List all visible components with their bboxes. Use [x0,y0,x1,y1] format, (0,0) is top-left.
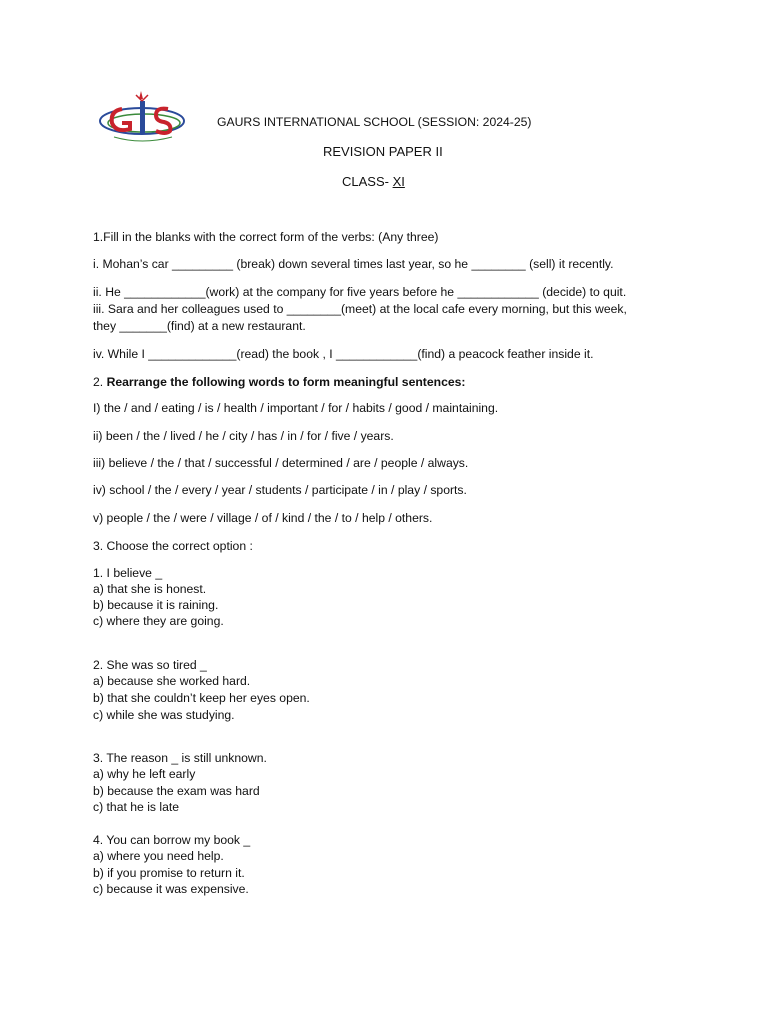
q3-item-3-option-c: c) that he is late [93,800,180,814]
q3-item-1-option-c: c) where they are going. [93,614,224,628]
q3-item-4-option-a: a) where you need help. [93,849,224,863]
class-value: XI [392,174,405,189]
q2-item-ii: ii) been / the / lived / he / city / has / in / for / five / years. [93,429,394,443]
q1-item-i: i. Mohan’s car _________ (break) down several times last year, so he ________ (sell) it recently. [93,257,614,271]
q2-item-i: I) the / and / eating / is / health / important / for / habits / good / maintaining. [93,401,499,415]
q3-item-1-stem: 1. I believe _ [93,566,163,580]
q3-item-4-option-c: c) because it was expensive. [93,882,249,896]
q1-item-iv: iv. While I _____________(read) the book , I ____________(find) a peacock feather inside it. [93,347,594,361]
q2-item-v: v) people / the / were / village / of / kind / the / to / help / others. [93,511,433,525]
q2-heading: Rearrange the following words to form meaningful sentences: [106,375,466,389]
school-logo [92,87,198,143]
q3-item-2-option-c: c) while she was studying. [93,708,235,722]
school-name: GAURS INTERNATIONAL SCHOOL (SESSION: 2024-25) [217,115,532,129]
q2-heading-line [93,374,465,390]
class-prefix: CLASS- [342,174,393,189]
q3-item-2-stem: 2. She was so tired _ [93,658,207,672]
q3-item-2-option-a: a) because she worked hard. [93,674,251,688]
q1-item-ii: ii. He ____________(work) at the company for five years before he ____________ (decide) to quit. [93,285,627,299]
q2-item-iii: iii) believe / the / that / successful / determined / are / people / always. [93,456,469,470]
q1-heading: 1.Fill in the blanks with the correct form of the verbs: (Any three) [93,230,439,244]
q3-item-4-stem: 4. You can borrow my book _ [93,833,251,847]
q3-item-4-option-b: b) if you promise to return it. [93,866,245,880]
q3-item-3-stem: 3. The reason _ is still unknown. [93,751,267,765]
q1-item-iii-line2: they _______(find) at a new restaurant. [93,319,306,333]
q3-item-3-option-b: b) because the exam was hard [93,784,260,798]
paper-title: REVISION PAPER II [323,144,443,159]
q3-item-1-option-a: a) that she is honest. [93,582,207,596]
q3-item-3-option-a: a) why he left early [93,767,196,781]
q1-item-iii-line1: iii. Sara and her colleagues used to ________(meet) at the local cafe every morning, but this week, [93,302,627,316]
q2-item-iv: iv) school / the / every / year / students / participate / in / play / sports. [93,483,467,497]
q3-item-2-option-b: b) that she couldn’t keep her eyes open. [93,691,310,705]
class-label [342,174,405,189]
q3-heading: 3. Choose the correct option : [93,539,253,553]
q3-item-1-option-b: b) because it is raining. [93,598,219,612]
q2-number: 2. [93,375,107,389]
